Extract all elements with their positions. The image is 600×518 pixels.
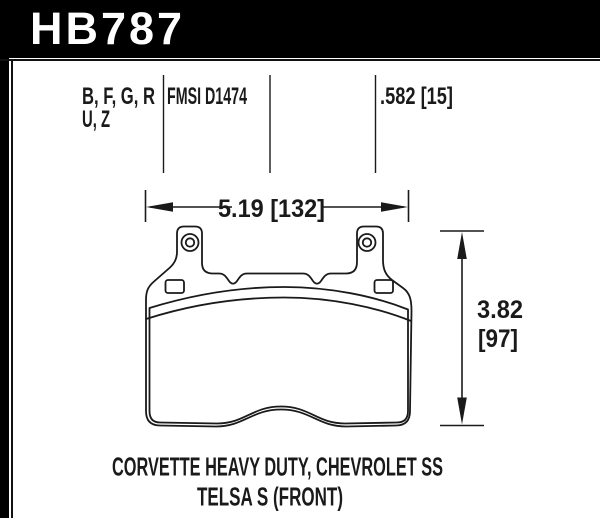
height-dim-down-arrow-icon bbox=[457, 398, 467, 425]
pad-thickness-value: .582 [15] bbox=[380, 83, 453, 110]
pad-height-in-label: 3.82 bbox=[477, 296, 523, 324]
title-bar bbox=[0, 0, 600, 58]
right-ear-hole-outer bbox=[359, 234, 376, 251]
right-ear-hole-inner bbox=[363, 238, 371, 246]
brake-pad-diagram bbox=[0, 58, 600, 518]
application-line1: CORVETTE HEAVY DUTY, CHEVROLET SS bbox=[112, 451, 443, 482]
backplate-outline bbox=[146, 227, 412, 427]
height-dim-up-arrow-icon bbox=[457, 232, 467, 259]
chamfer-line bbox=[146, 298, 411, 322]
width-dim-right-arrow-icon bbox=[381, 202, 408, 212]
left-abutment-slot bbox=[166, 280, 185, 293]
width-dim-left-arrow-icon bbox=[146, 202, 173, 212]
right-abutment-slot bbox=[375, 280, 394, 293]
pad-width-label: 5.19 [132] bbox=[218, 195, 325, 223]
pad-height-mm-label: [97] bbox=[478, 325, 518, 353]
left-ear-hole-inner bbox=[186, 238, 194, 246]
compound-codes-line1: B, F, G, R bbox=[82, 83, 155, 110]
fmsi-number: FMSI D1474 bbox=[167, 83, 248, 110]
part-number-title: HB787 bbox=[30, 2, 186, 54]
left-ear-hole-outer bbox=[182, 234, 199, 251]
compound-codes-line2: U, Z bbox=[82, 106, 110, 133]
application-line2: TELSA S (FRONT) bbox=[197, 481, 343, 512]
